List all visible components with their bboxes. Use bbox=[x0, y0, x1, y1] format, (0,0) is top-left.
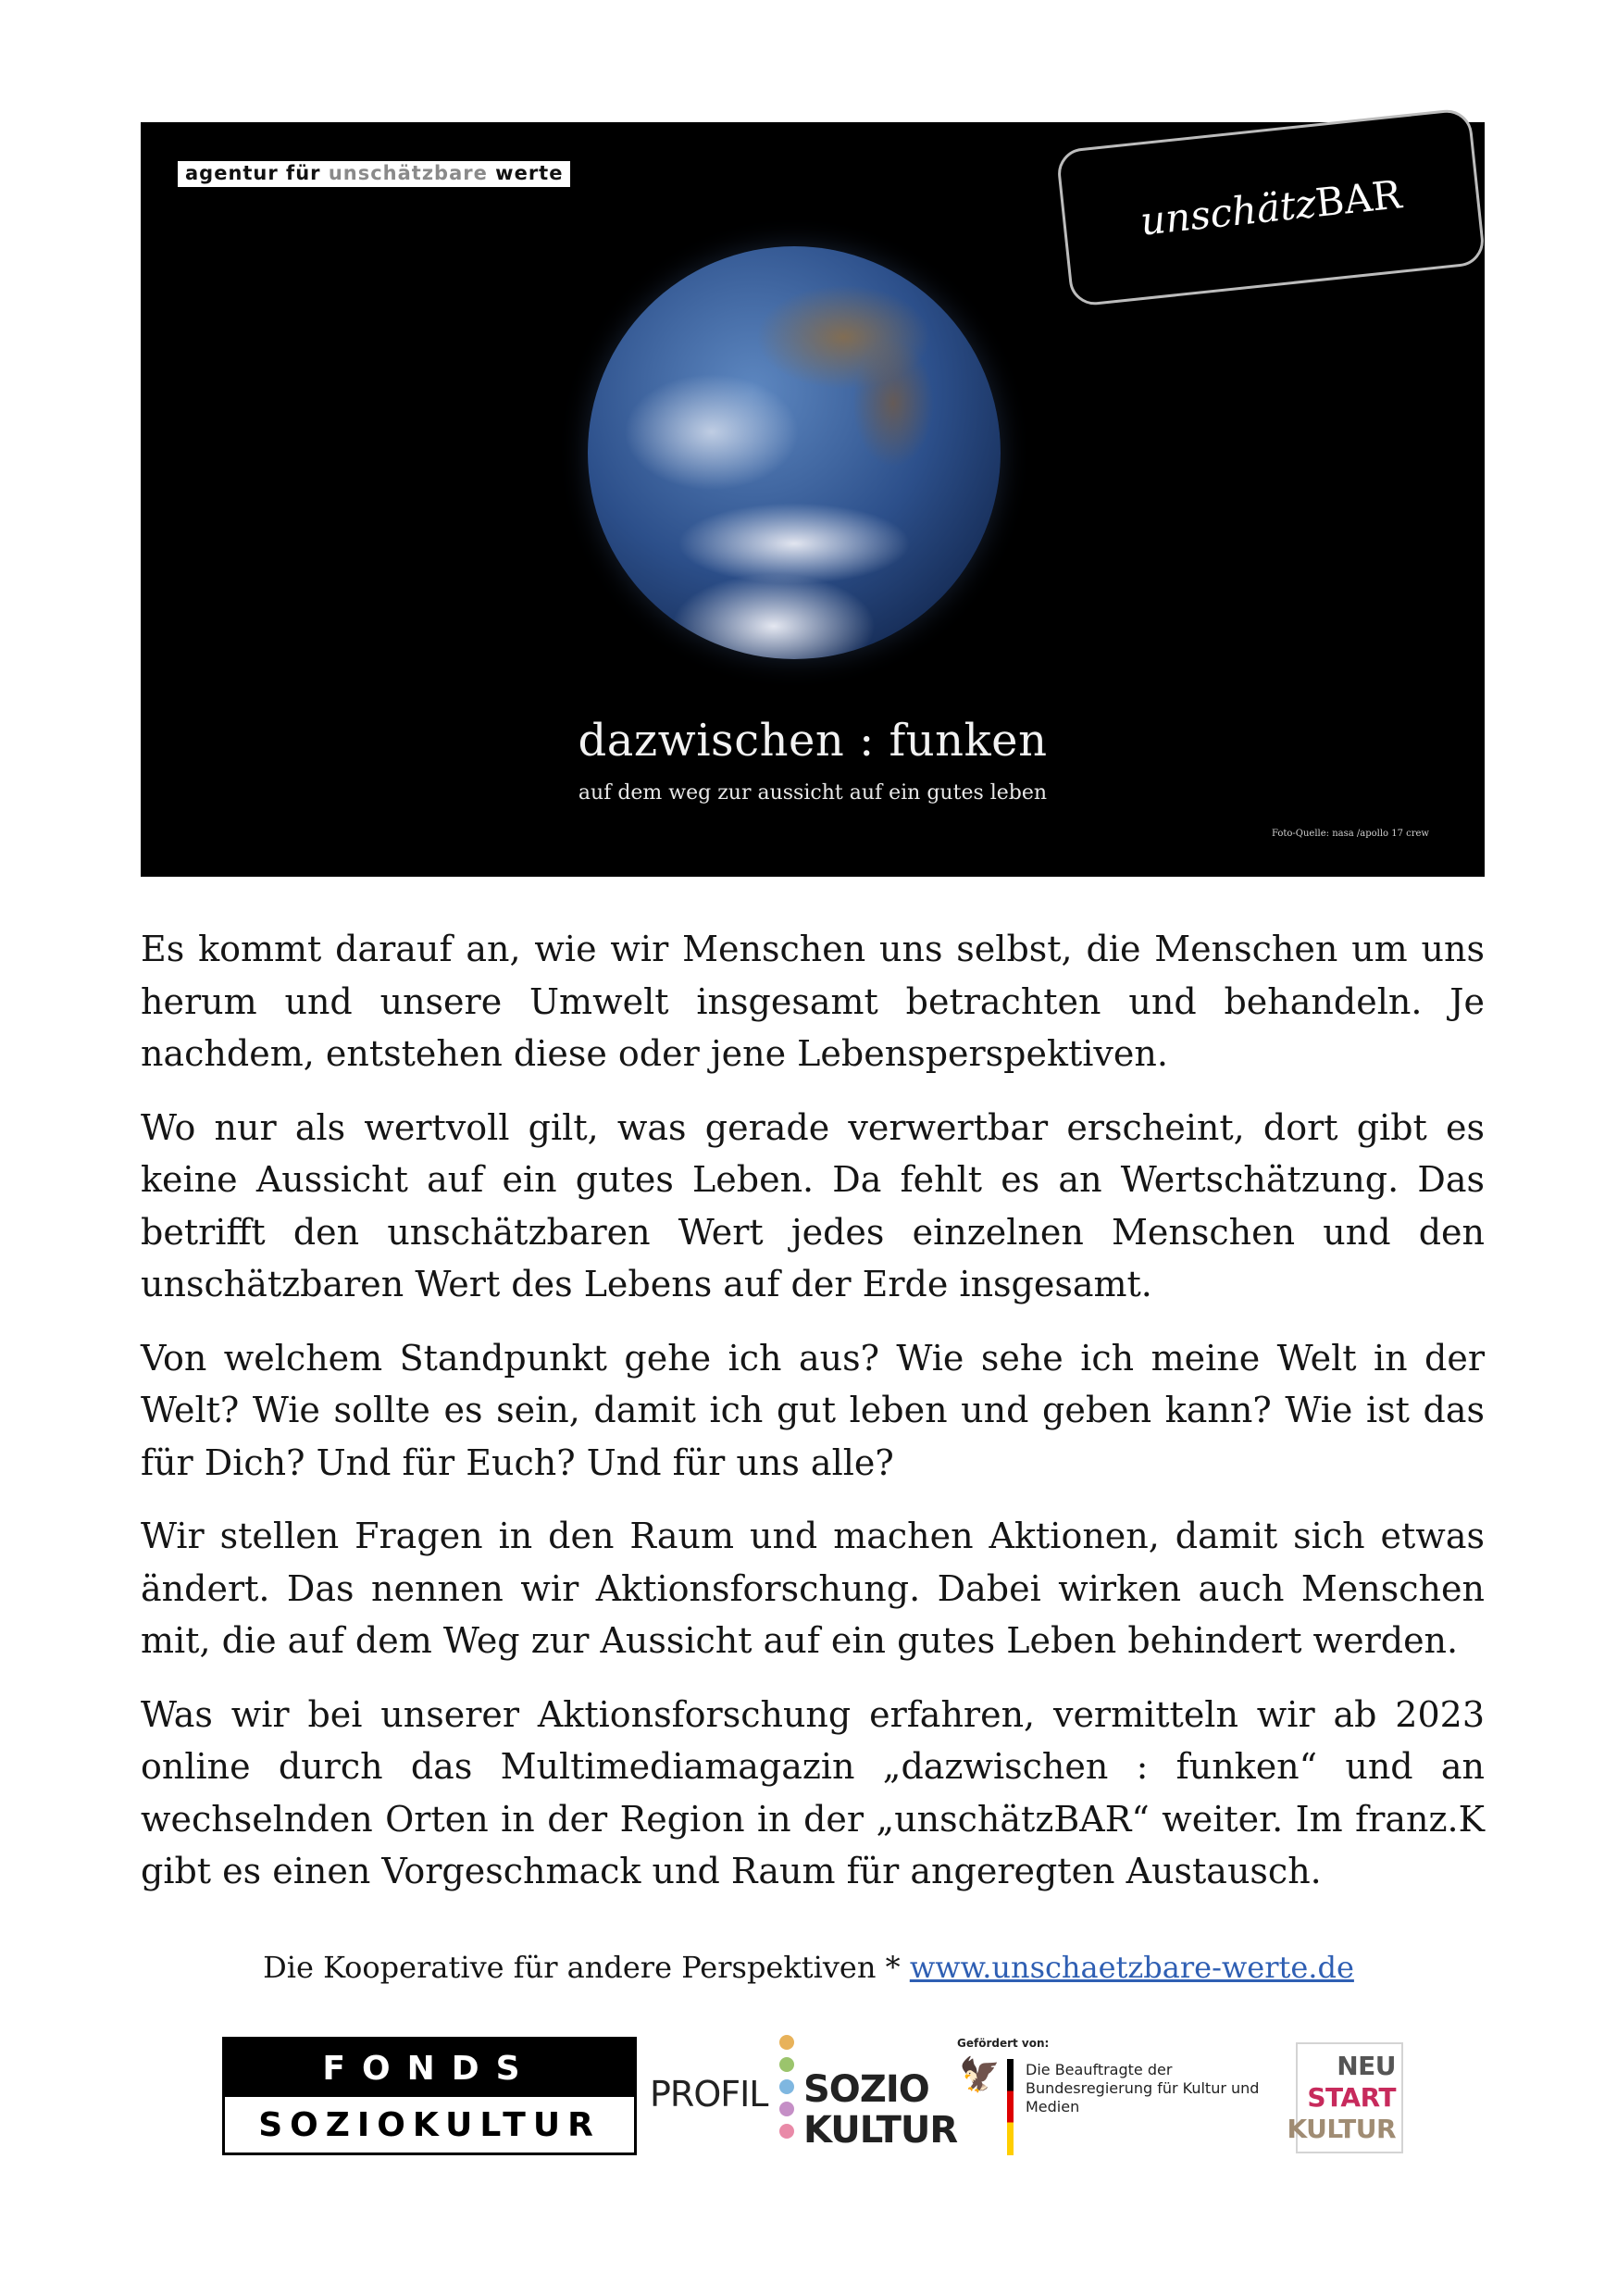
hero-subtitle: auf dem weg zur aussicht auf ein gutes leben bbox=[578, 781, 1048, 805]
agency-label-suffix: werte bbox=[495, 162, 564, 184]
fonds-logo-top: FONDS bbox=[225, 2040, 634, 2097]
body-text bbox=[141, 923, 1485, 1919]
website-link[interactable]: www.unschaetzbare-werte.de bbox=[909, 1950, 1354, 1985]
profil-dots bbox=[779, 2035, 796, 2146]
badge-italic-part: unschätz bbox=[1138, 180, 1319, 244]
paragraph-5: Was wir bei unserer Aktionsforschung erfahren, vermitteln wir ab 2023 online durch das Multimediamagazin „dazwischen : funken“ und an wechselnden Orten in der Region in der „unschätzBAR“ weiter. Im franz.K gibt es einen Vorgeschmack und Raum für angeregten Austausch. bbox=[141, 1693, 1485, 1891]
neustart-kultur-logo bbox=[1287, 2042, 1403, 2153]
profil-dot bbox=[779, 2079, 794, 2094]
neustart-neu: NEU bbox=[1337, 2051, 1396, 2081]
fonds-soziokultur-logo bbox=[222, 2037, 637, 2155]
earth-image bbox=[588, 246, 1001, 659]
kultur-word: KULTUR bbox=[803, 2109, 958, 2152]
neustart-kultur: KULTUR bbox=[1287, 2114, 1396, 2144]
profil-dot bbox=[779, 2124, 794, 2139]
agency-label-middle: unschätzbare bbox=[328, 162, 488, 184]
hero-title: dazwischen : funken bbox=[578, 715, 1048, 767]
neustart-start: START bbox=[1307, 2082, 1396, 2113]
profil-dot bbox=[779, 2057, 794, 2072]
german-flag-bar bbox=[1007, 2059, 1014, 2155]
cooperative-line bbox=[0, 1950, 1617, 1985]
agency-label bbox=[178, 161, 570, 187]
badge-upright-part: BAR bbox=[1312, 170, 1404, 226]
bkm-text: Die Beauftragte der Bundesregierung für Kultur und Medien bbox=[1026, 2061, 1260, 2115]
profil-dot bbox=[779, 2102, 794, 2116]
paragraph-3: Von welchem Standpunkt gehe ich aus? Wie sehe ich meine Welt in der Welt? Wie sollte es sein, damit ich gut leben und geben kann? Wie ist das für Dich? Und für Euch? Und für uns alle? bbox=[141, 1337, 1485, 1483]
bkm-logo bbox=[957, 2037, 1290, 2157]
funded-by-label: Gefördert von: bbox=[957, 2037, 1050, 2050]
profil-soziokultur-logo bbox=[648, 2035, 963, 2160]
photo-credit: Foto-Quelle: nasa /apollo 17 crew bbox=[1271, 829, 1429, 839]
profil-dot bbox=[779, 2035, 794, 2050]
sozio-word: SOZIO bbox=[803, 2068, 929, 2111]
fonds-logo-bottom: SOZIOKULTUR bbox=[258, 2105, 601, 2144]
agency-label-prefix: agentur für bbox=[185, 162, 321, 184]
paragraph-1: Es kommt darauf an, wie wir Menschen uns selbst, die Menschen um uns herum und unsere Umwelt insgesamt betrachten und behandeln. Je nachdem, entstehen diese oder jene Lebensperspektiven. bbox=[141, 929, 1485, 1074]
federal-eagle-icon: 🦅 bbox=[959, 2056, 1001, 2094]
paragraph-4: Wir stellen Fragen in den Raum und machen Aktionen, damit sich etwas ändert. Das nennen wir Aktionsforschung. Dabei wirken auch Menschen mit, die auf dem Weg zur Aussicht auf ein gutes Leben behindert werden. bbox=[141, 1516, 1485, 1661]
cooperative-text: Die Kooperative für andere Perspektiven * bbox=[263, 1950, 910, 1985]
paragraph-2: Wo nur als wertvoll gilt, was gerade verwertbar erscheint, dort gibt es keine Aussicht auf ein gutes Leben. Da fehlt es an Wertschätzung. Das betrifft den unschätzbaren Wert jedes einzelnen Menschen und den unschätzbaren Wert des Lebens auf der Erde insgesamt. bbox=[141, 1106, 1485, 1304]
profil-word: PROFIL bbox=[650, 2074, 768, 2115]
